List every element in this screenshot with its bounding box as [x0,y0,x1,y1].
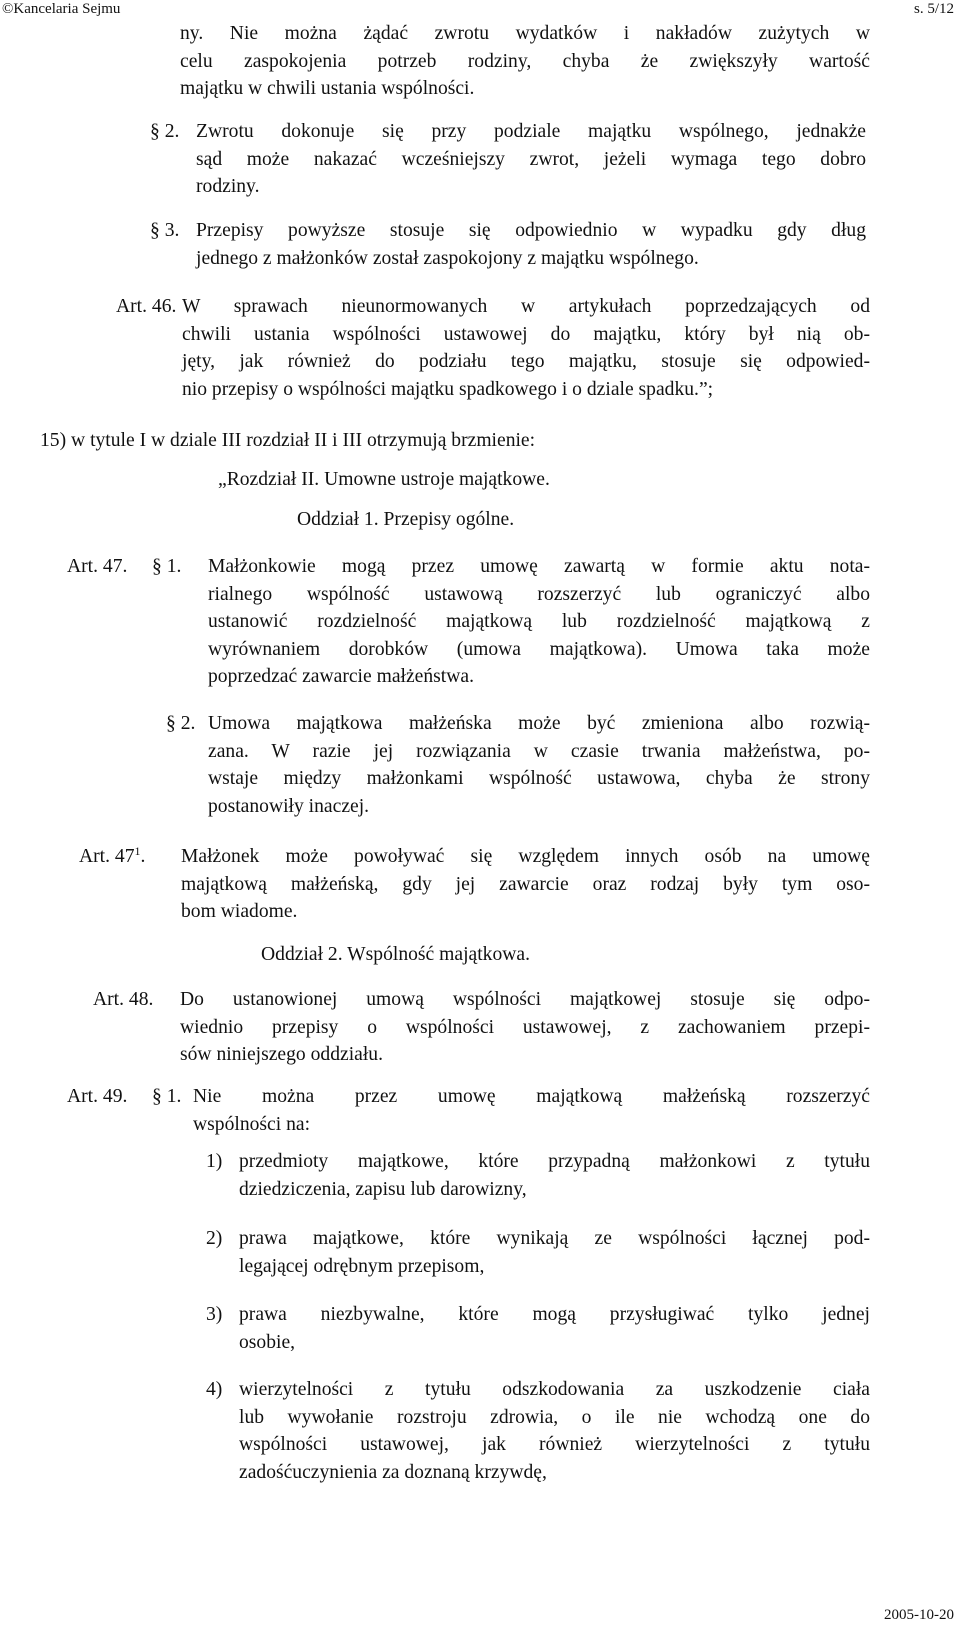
text-line: dziedziczenia, zapisu lub darowizny, [239,1178,527,1200]
text-line: osobie, [239,1331,296,1353]
text-line: wyrównaniem dorobków (umowa majątkowa). Umowa taka może [208,638,870,660]
paragraph-continuation [180,20,870,103]
article-label: Art. 46. [116,296,177,317]
text-line: Do ustanowionej umową wspólności majątkowej stosuje się odpo- [180,989,870,1010]
text-line: legającej odrębnym przepisom, [239,1255,485,1277]
division-heading: Oddział 1. Przepisy ogólne. [297,509,515,530]
text-line: majątku w chwili ustania wspólności. [180,78,475,99]
text-line: Małżonkowie mogą przez umowę zawartą w formie aktu nota- [208,556,870,577]
text-line: wierzytelności z tytułu odszkodowania za uszkodzenie ciała [239,1379,870,1400]
text-line: sów niniejszego oddziału. [180,1044,383,1065]
list-item [239,1225,870,1280]
division-heading: Oddział 2. Wspólność majątkowa. [261,944,530,965]
text-line: Umowa majątkowa małżeńska może być zmieniona albo rozwią- [208,713,870,734]
header-page-number: s. 5/12 [913,1,954,17]
section-label: § 1. [152,556,182,577]
section-2-text [196,118,866,201]
text-line: Przepisy powyższe stosuje się odpowiednio w wypadku gdy dług [196,220,866,241]
text-line: przedmioty majątkowe, które przypadną małżonkowi z tytułu [239,1151,870,1172]
list-item [239,1148,870,1203]
section-label: § 2. [166,713,196,734]
article-47-section-1-text [208,553,870,691]
section-label: § 3. [150,220,180,241]
article-47-section-2-text [208,710,870,820]
text-line: postanowiły inaczej. [208,795,370,817]
footer-date: 2005-10-20 [884,1607,954,1623]
text-line: sąd może nakazać wcześniejszy zwrot, jeżeli wymaga tego dobro [196,148,866,170]
list-number: 2) [206,1228,223,1249]
list-number: 4) [206,1379,223,1400]
text-line: prawa majątkowe, które wynikają ze wspólności łącznej pod- [239,1228,870,1249]
text-line: Nie można przez umowę majątkową małżeńską rozszerzyć [193,1086,870,1107]
text-line: zana. W razie jej rozwiązania w czasie trwania małżeństwa, po- [208,740,870,762]
text-line: prawa niezbywalne, które mogą przysługiwać tylko jednej [239,1304,870,1325]
text-line: wstaje między małżonkami wspólność ustawowa, chyba że strony [208,768,870,789]
text-line: lub wywołanie rozstroju zdrowia, o ile nie wchodzą one do [239,1406,870,1428]
article-48-text [180,986,870,1069]
article-label: Art. 49. [67,1086,128,1107]
list-number: 1) [206,1151,223,1172]
list-number: 3) [206,1304,223,1325]
text-line: wspólności na: [193,1113,311,1135]
article-label: Art. 47. [67,556,128,577]
amendment-item-15: 15) w tytule I w dziale III rozdział II i III otrzymują brzmienie: [40,430,536,451]
text-line: W sprawach nieunormowanych w artykułach poprzedzających od [182,296,870,317]
text-line: Małżonek może powoływać się względem innych osób na umowę [181,846,870,867]
section-label: § 2. [150,121,180,142]
article-label-dot: . [140,846,146,867]
text-line: chwili ustania wspólności ustawowej do majątku, który był nią ob- [182,323,870,345]
list-item [239,1301,870,1356]
text-line: poprzedzać zawarcie małżeństwa. [208,666,474,687]
text-line: jednego z małżonków został zaspokojony z majątku wspólnego. [196,247,699,269]
text-line: wiednio przepisy o wspólności ustawowej, z zachowaniem przepi- [180,1016,870,1038]
section-3-text [196,217,866,272]
article-label: Art. 48. [93,989,154,1010]
article-label-main: Art. 47 [79,846,135,867]
text-line: celu zaspokojenia potrzeb rodziny, chyba że zwiększyły wartość [180,50,870,72]
text-line: wspólności ustawowej, jak również wierzytelności z tytułu [239,1434,870,1455]
text-line: majątkową małżeńską, gdy jej zawarcie oraz rodzaj były tym oso- [181,873,870,895]
section-label: § 1. [152,1086,182,1107]
header-source: ©Kancelaria Sejmu [2,1,121,17]
text-line: ustanowić rozdzielność majątkową lub rozdzielność majątkową z [208,611,870,632]
text-line: ny. Nie można żądać zwrotu wydatków i nakładów zużytych w [180,23,870,44]
article-46-text [182,293,870,403]
text-line: rodziny. [196,176,260,197]
article-label-superscript: 1 [134,844,141,858]
text-line: jęty, jak również do podziału tego majątku, stosuje się odpowied- [182,351,870,372]
text-line: Zwrotu dokonuje się przy podziale majątku wspólnego, jednakże [196,121,866,142]
article-label [79,843,145,871]
list-item [239,1376,870,1486]
text-line: rialnego wspólność ustawową rozszerzyć lub ograniczyć albo [208,583,870,605]
article-47-1-text [181,843,870,926]
article-49-section-1-text [193,1083,870,1138]
text-line: nio przepisy o wspólności majątku spadkowego i o dziale spadku.”; [182,378,714,400]
text-line: zadośćuczynienia za doznaną krzywdę, [239,1461,547,1483]
text-line: bom wiadome. [181,901,298,922]
chapter-heading: „Rozdział II. Umowne ustroje majątkowe. [218,469,550,490]
